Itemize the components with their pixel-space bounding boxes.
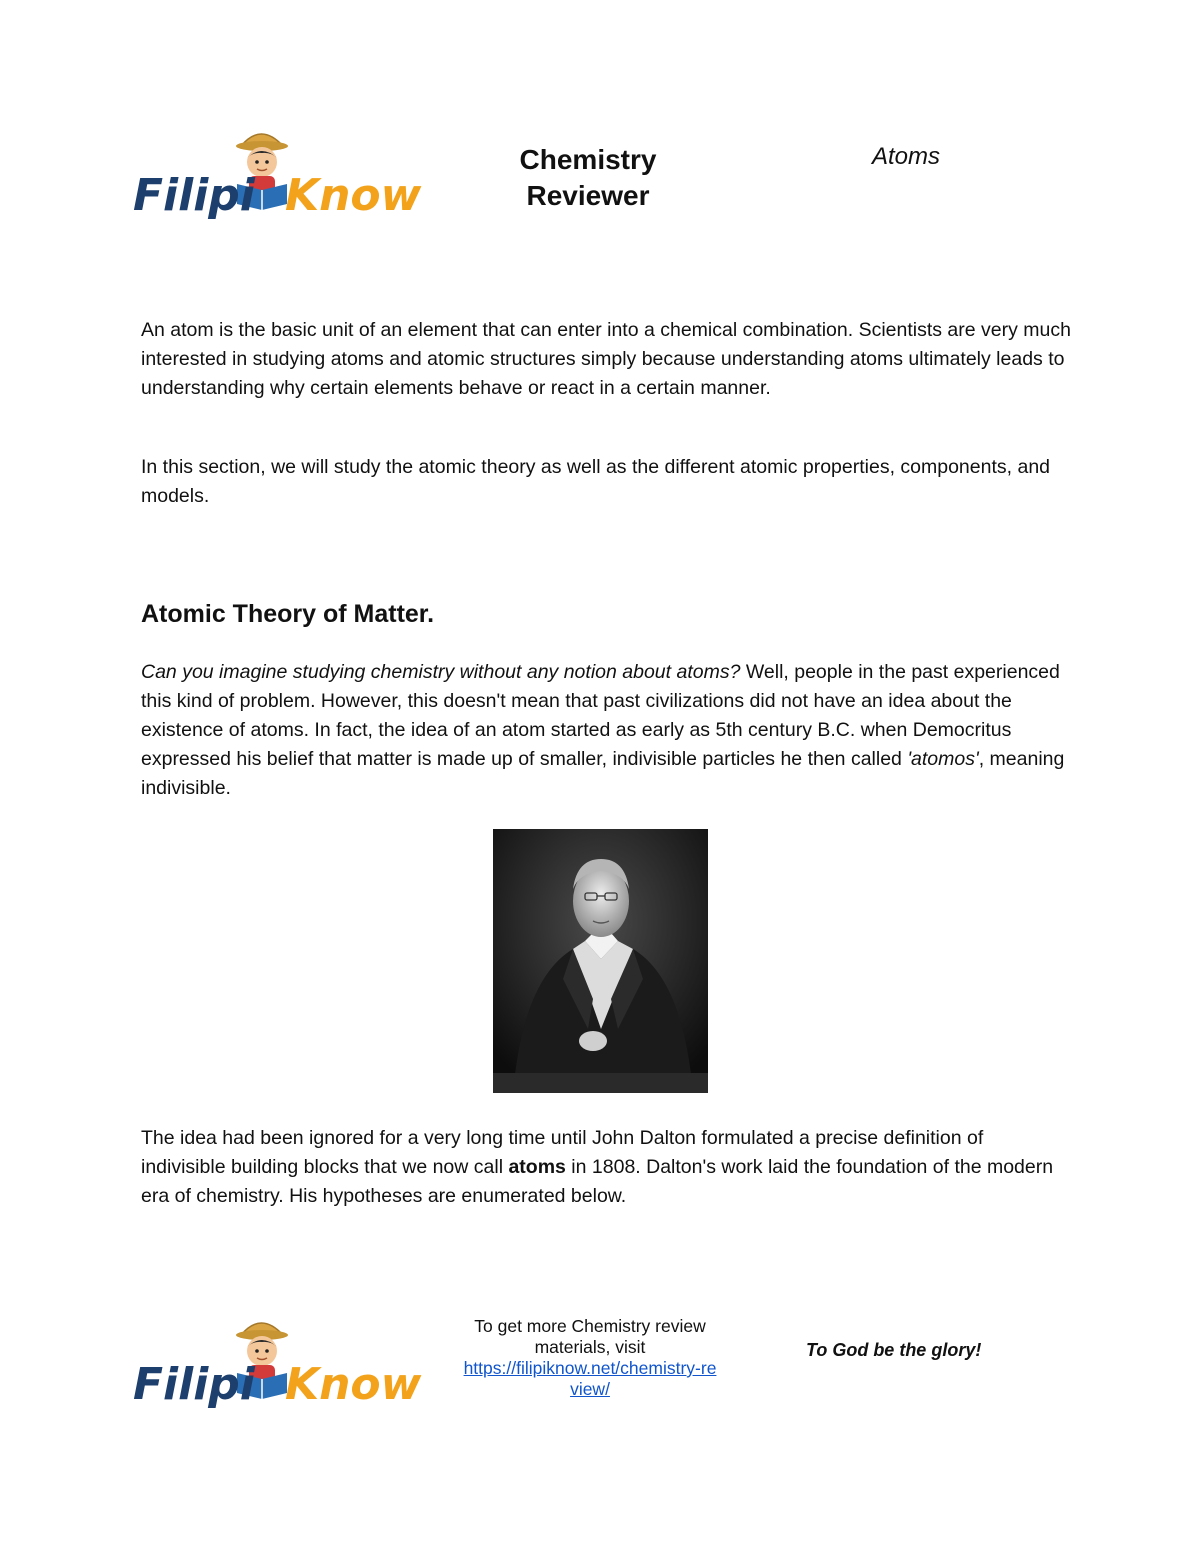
footer-line-2: materials, visit <box>534 1337 646 1357</box>
paragraph-end-text: in 1808. Dalton's work laid the foundation of the modern era of chemistry. His hypotheses are enumerated below. <box>141 1156 1054 1207</box>
paragraph-text: Well, people in the past experienced this kind of problem. However, this doesn't mean that past civilizations did not have an idea about the existence of atoms. In fact, the idea of an atom started as early as 5th century B.C. when Democritus expressed his belief that matter is made up of smaller, indivisible particles he then called <box>141 661 1060 770</box>
page-title <box>488 142 688 214</box>
footer-glory-text: To God be the glory! <box>806 1340 982 1360</box>
link-line-1[interactable]: https://filipiknow.net/chemistry-re <box>463 1358 717 1378</box>
topic-label: Atoms <box>872 143 941 170</box>
atomos-term: 'atomos' <box>907 748 979 770</box>
logo-text-filipi: Filipi <box>133 1359 255 1410</box>
intro-paragraph-1: An atom is the basic unit of an element that can enter into a chemical combination. Scientists are very much interested in studying atoms and atomic structures simply because understanding atoms ultimately leads to understanding why certain elements behave or react in a certain manner. <box>141 319 1071 399</box>
paragraph-text: The idea had been ignored for a very long time until John Dalton formulated a precise definition of indivisible building blocks that we now call <box>141 1127 984 1178</box>
chemistry-review-link[interactable] <box>446 1358 734 1400</box>
atomic-theory-paragraph <box>141 658 1071 803</box>
filipiknow-logo <box>133 124 422 224</box>
logo-text-filipi: Filipi <box>133 170 255 221</box>
footer-filipiknow-logo <box>133 1313 422 1413</box>
logo-text-know: Know <box>285 1359 422 1410</box>
section-heading: Atomic Theory of Matter. <box>141 600 435 628</box>
intro-paragraph-2: In this section, we will study the atomic theory as well as the different atomic properties, components, and models. <box>141 456 1051 507</box>
title-line-2: Reviewer <box>526 180 650 211</box>
title-line-1: Chemistry <box>519 144 657 175</box>
question-text: Can you imagine studying chemistry without any notion about atoms? <box>141 661 741 683</box>
footer-note <box>446 1316 734 1400</box>
dalton-paragraph <box>141 1124 1071 1211</box>
logo-text-know: Know <box>285 170 422 221</box>
link-line-2[interactable]: view/ <box>570 1379 610 1399</box>
john-dalton-portrait <box>493 829 708 1093</box>
atoms-term: atoms <box>508 1156 566 1178</box>
footer-line-1: To get more Chemistry review <box>474 1316 706 1336</box>
paragraph-end-text: , meaning indivisible. <box>141 748 1065 799</box>
